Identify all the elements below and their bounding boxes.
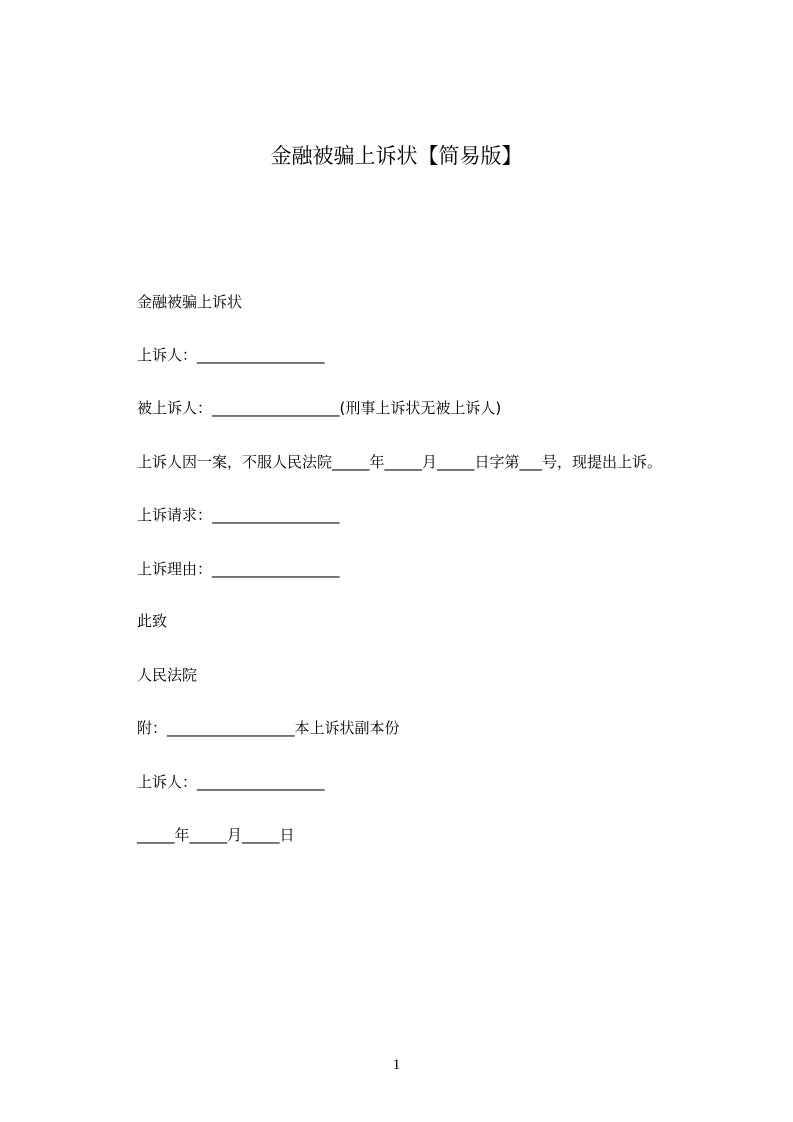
attachment-line: 附：_________________本上诉状副本份 xyxy=(137,719,400,737)
appeal-reason-line: 上诉理由：_________________ xyxy=(137,560,340,578)
court-line: 人民法院 xyxy=(137,666,198,684)
doc-heading: 金融被骗上诉状 xyxy=(137,293,243,311)
salutation-line: 此致 xyxy=(137,612,168,630)
case-statement-line: 上诉人因一案，不服人民法院_____年_____月_____日字第___号，现提出上诉。 xyxy=(137,453,663,471)
date-line: _____年_____月_____日 xyxy=(137,826,295,844)
document-title: 金融被骗上诉状【简易版】 xyxy=(270,144,523,168)
appellee-line: 被上诉人：_________________(刑事上诉状无被上诉人) xyxy=(137,399,502,417)
page-number: 1 xyxy=(392,1057,401,1073)
appeal-request-line: 上诉请求：_________________ xyxy=(137,506,340,524)
signature-appellant-line: 上诉人：_________________ xyxy=(137,773,325,791)
appellant-line: 上诉人：_________________ xyxy=(137,346,325,364)
